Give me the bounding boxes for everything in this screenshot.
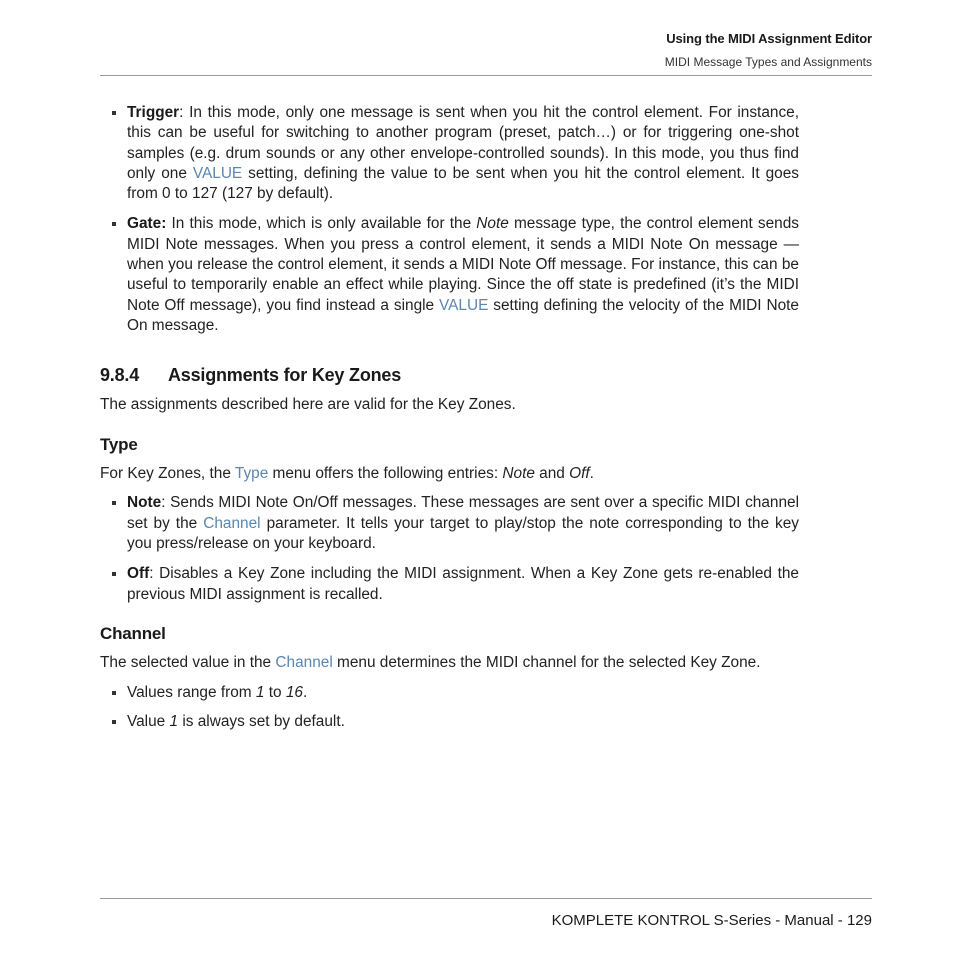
page-content [100, 103, 799, 732]
term-trigger: Trigger [127, 104, 180, 121]
mode-list [100, 103, 799, 336]
section-heading [100, 365, 799, 385]
value-parameter-link[interactable]: VALUE [439, 296, 489, 314]
text: menu offers the following entries: [268, 465, 503, 483]
list-item-off [100, 564, 799, 605]
text: setting, defining the value to be sent when you hit the control element. It goes from 0 to 127 (127 by default). [127, 164, 799, 203]
footer-divider [100, 898, 872, 899]
text: message type, the control element sends MIDI Note messages. When you press a control element, it sends a MIDI Note On message — when you release the control element, it sends a MIDI Note Off message. For instance, this can be useful to temporarily enable an effect while playing. Since the off state is predefined (it’s the MIDI Note Off message), you find instead a single [127, 215, 799, 314]
text: For Key Zones, the [100, 465, 235, 483]
text: : Disables a Key Zone including the MIDI assignment. When a Key Zone gets re-enabled the previous MIDI assignment is recalled. [127, 565, 799, 603]
term-off: Off [127, 565, 150, 583]
list-item-gate [100, 214, 799, 336]
emphasis-max: 16 [285, 683, 303, 701]
list-item-range [100, 683, 799, 703]
list-item-trigger [100, 103, 799, 204]
emphasis-note: Note [502, 465, 535, 483]
type-menu-link[interactable]: Type [234, 465, 269, 483]
header-chapter-title: Using the MIDI Assignment Editor [666, 31, 872, 46]
list-item-default [100, 712, 799, 732]
emphasis-default: 1 [169, 712, 179, 730]
channel-list [100, 683, 799, 733]
text: : In this mode, only one message is sent when you hit the control element. For instance, this can be useful for switching to another program (preset, patch…) or for triggering one-shot samples (e.g. drum sounds or any other envelope-controlled sounds). In this mode, you thus find only one [127, 104, 799, 182]
text: parameter. It tells your target to play/stop the note corresponding to the key you press/release on your keyboard. [127, 514, 799, 553]
list-item-note [100, 493, 799, 554]
term-gate: Gate: [127, 215, 167, 233]
section-intro: The assignments described here are valid for the Key Zones. [100, 395, 516, 413]
footer-text: KOMPLETE KONTROL S-Series - Manual - 129 [551, 912, 872, 929]
emphasis-note: Note [476, 215, 509, 233]
emphasis-off: Off [569, 465, 590, 483]
section-title: Assignments for Key Zones [168, 365, 402, 386]
header-section-title: MIDI Message Types and Assignments [664, 55, 872, 69]
channel-menu-link[interactable]: Channel [275, 654, 333, 672]
text: setting defining the velocity of the MIDI Note On message. [127, 296, 799, 334]
text: . [302, 683, 308, 701]
emphasis-min: 1 [255, 683, 265, 701]
text: Values range from [127, 683, 256, 701]
text: In this mode, which is only available for the [166, 215, 477, 233]
text: to [264, 683, 286, 701]
text: Value [127, 712, 170, 730]
channel-heading: Channel [100, 623, 166, 643]
text: : Sends MIDI Note On/Off messages. These messages are sent over a specific MIDI channel set by the [127, 494, 799, 532]
channel-parameter-link[interactable]: Channel [203, 514, 261, 532]
term-note: Note [127, 494, 162, 512]
type-heading: Type [100, 434, 138, 454]
text: and [534, 465, 570, 483]
value-parameter-link[interactable]: VALUE [192, 164, 243, 182]
type-paragraph [100, 464, 799, 484]
channel-paragraph [100, 653, 799, 673]
type-list [100, 493, 799, 604]
text: The selected value in the [100, 654, 276, 672]
text: menu determines the MIDI channel for the selected Key Zone. [332, 654, 761, 672]
section-number: 9.8.4 [100, 365, 140, 386]
header-divider [100, 75, 872, 76]
text: is always set by default. [178, 712, 345, 730]
text: . [589, 465, 594, 483]
